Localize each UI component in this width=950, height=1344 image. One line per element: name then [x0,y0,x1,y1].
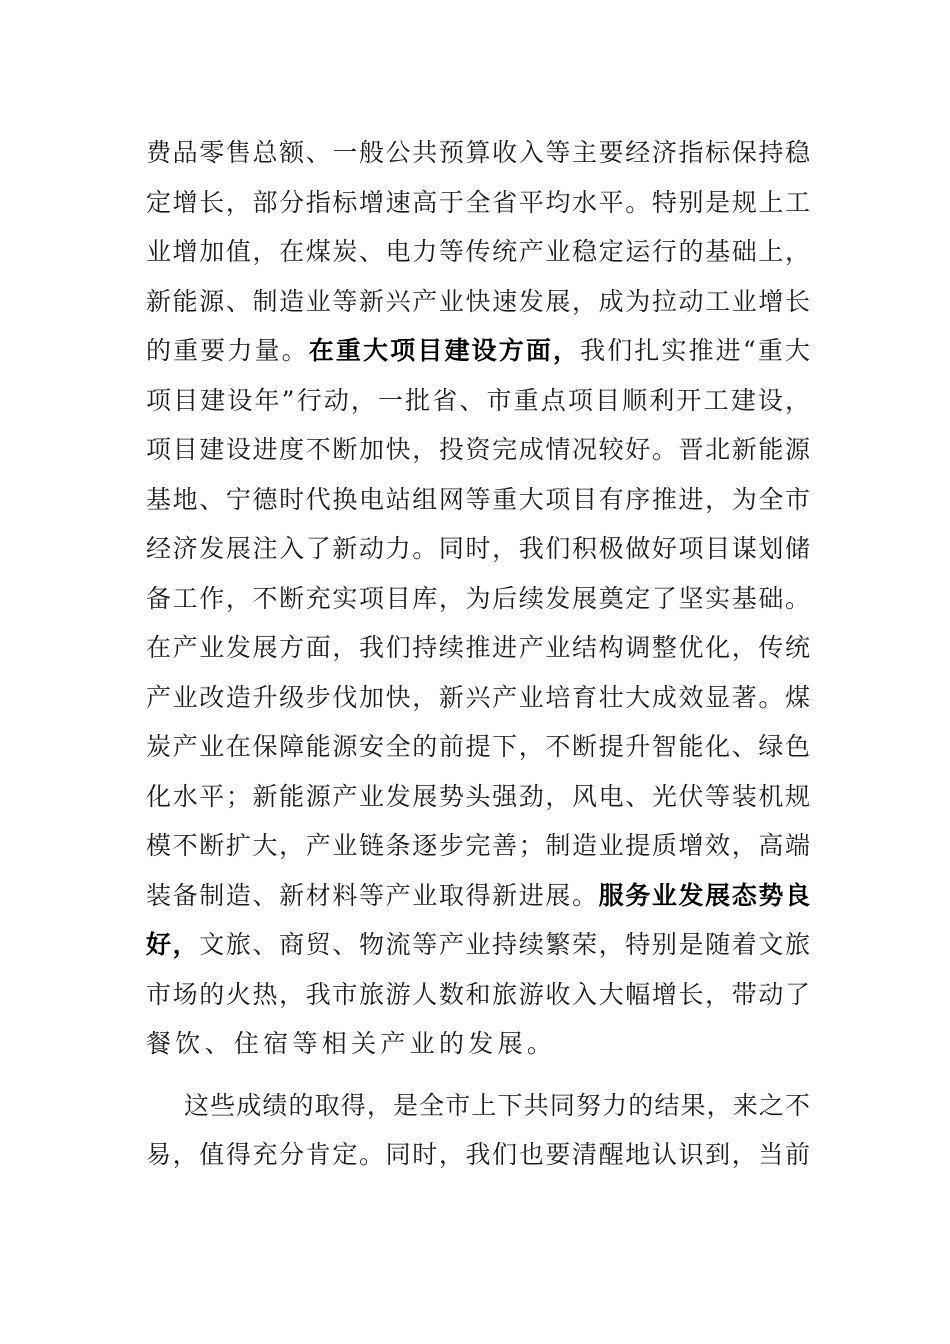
paragraph-gap [146,1069,810,1081]
text-line-last: 餐饮、住宿等相关产业的发展。 [146,1029,557,1058]
text-line: 新能源、制造业等新兴产业快速发展，成为拉动工业增长 [146,286,810,316]
text-run: 我们扎实推进“重大 [580,336,810,365]
text-line [146,326,810,376]
text-line: 化水平；新能源产业发展势头强劲，风电、光伏等装机规 [146,781,810,811]
text-line: 项目建设进度不断加快，投资完成情况较好。晋北新能源 [146,435,810,464]
text-line: 易，值得充分肯定。同时，我们也要清醒地认识到，当前 [146,1140,810,1169]
text-line [146,871,810,921]
bold-heading-service-industry-end: 好， [146,930,200,959]
text-line: 模不断扩大，产业链条逐步完善；制造业提质增效，高端 [146,831,810,860]
text-line: 在产业发展方面，我们持续推进产业结构调整优化，传统 [146,633,810,662]
text-line: 费品零售总额、一般公共预算收入等主要经济指标保持稳 [146,138,810,167]
text-run: 的重要力量。 [146,336,309,365]
text-line: 经济发展注入了新动力。同时，我们积极做好项目谋划储 [146,534,810,563]
paragraph-economy-achievements [146,128,810,1069]
text-run: 文旅、商贸、物流等产业持续繁荣，特别是随着文旅 [199,930,810,959]
text-line-indented: 这些成绩的取得，是全市上下共同努力的结果，来之不 [184,1090,810,1120]
text-line: 产业改造升级步伐加快，新兴产业培育壮大成效显著。煤 [146,682,810,712]
text-line: 市场的火热，我市旅游人数和旅游收入大幅增长，带动了 [146,979,810,1009]
text-line: 炭产业在保障能源安全的前提下，不断提升智能化、绿色 [146,732,810,761]
bold-heading-major-projects: 在重大项目建设方面， [308,336,581,365]
text-line [146,920,810,970]
text-line: 业增加值，在煤炭、电力等传统产业稳定运行的基础上， [146,237,810,266]
text-line: 定增长，部分指标增速高于全省平均水平。特别是规上工 [146,187,810,217]
bold-heading-service-industry: 服务业发展态势良 [598,880,810,910]
text-line: 基地、宁德时代换电站组网等重大项目有序推进，为全市 [146,484,810,514]
paragraph-conclusion [146,1081,810,1180]
text-run: 装备制造、新材料等产业取得新进展。 [146,880,599,910]
document-body [146,128,810,1180]
text-line: 备工作，不断充实项目库，为后续发展奠定了坚实基础。 [146,583,810,613]
text-line: 项目建设年”行动，一批省、市重点项目顺利开工建设， [146,385,810,415]
